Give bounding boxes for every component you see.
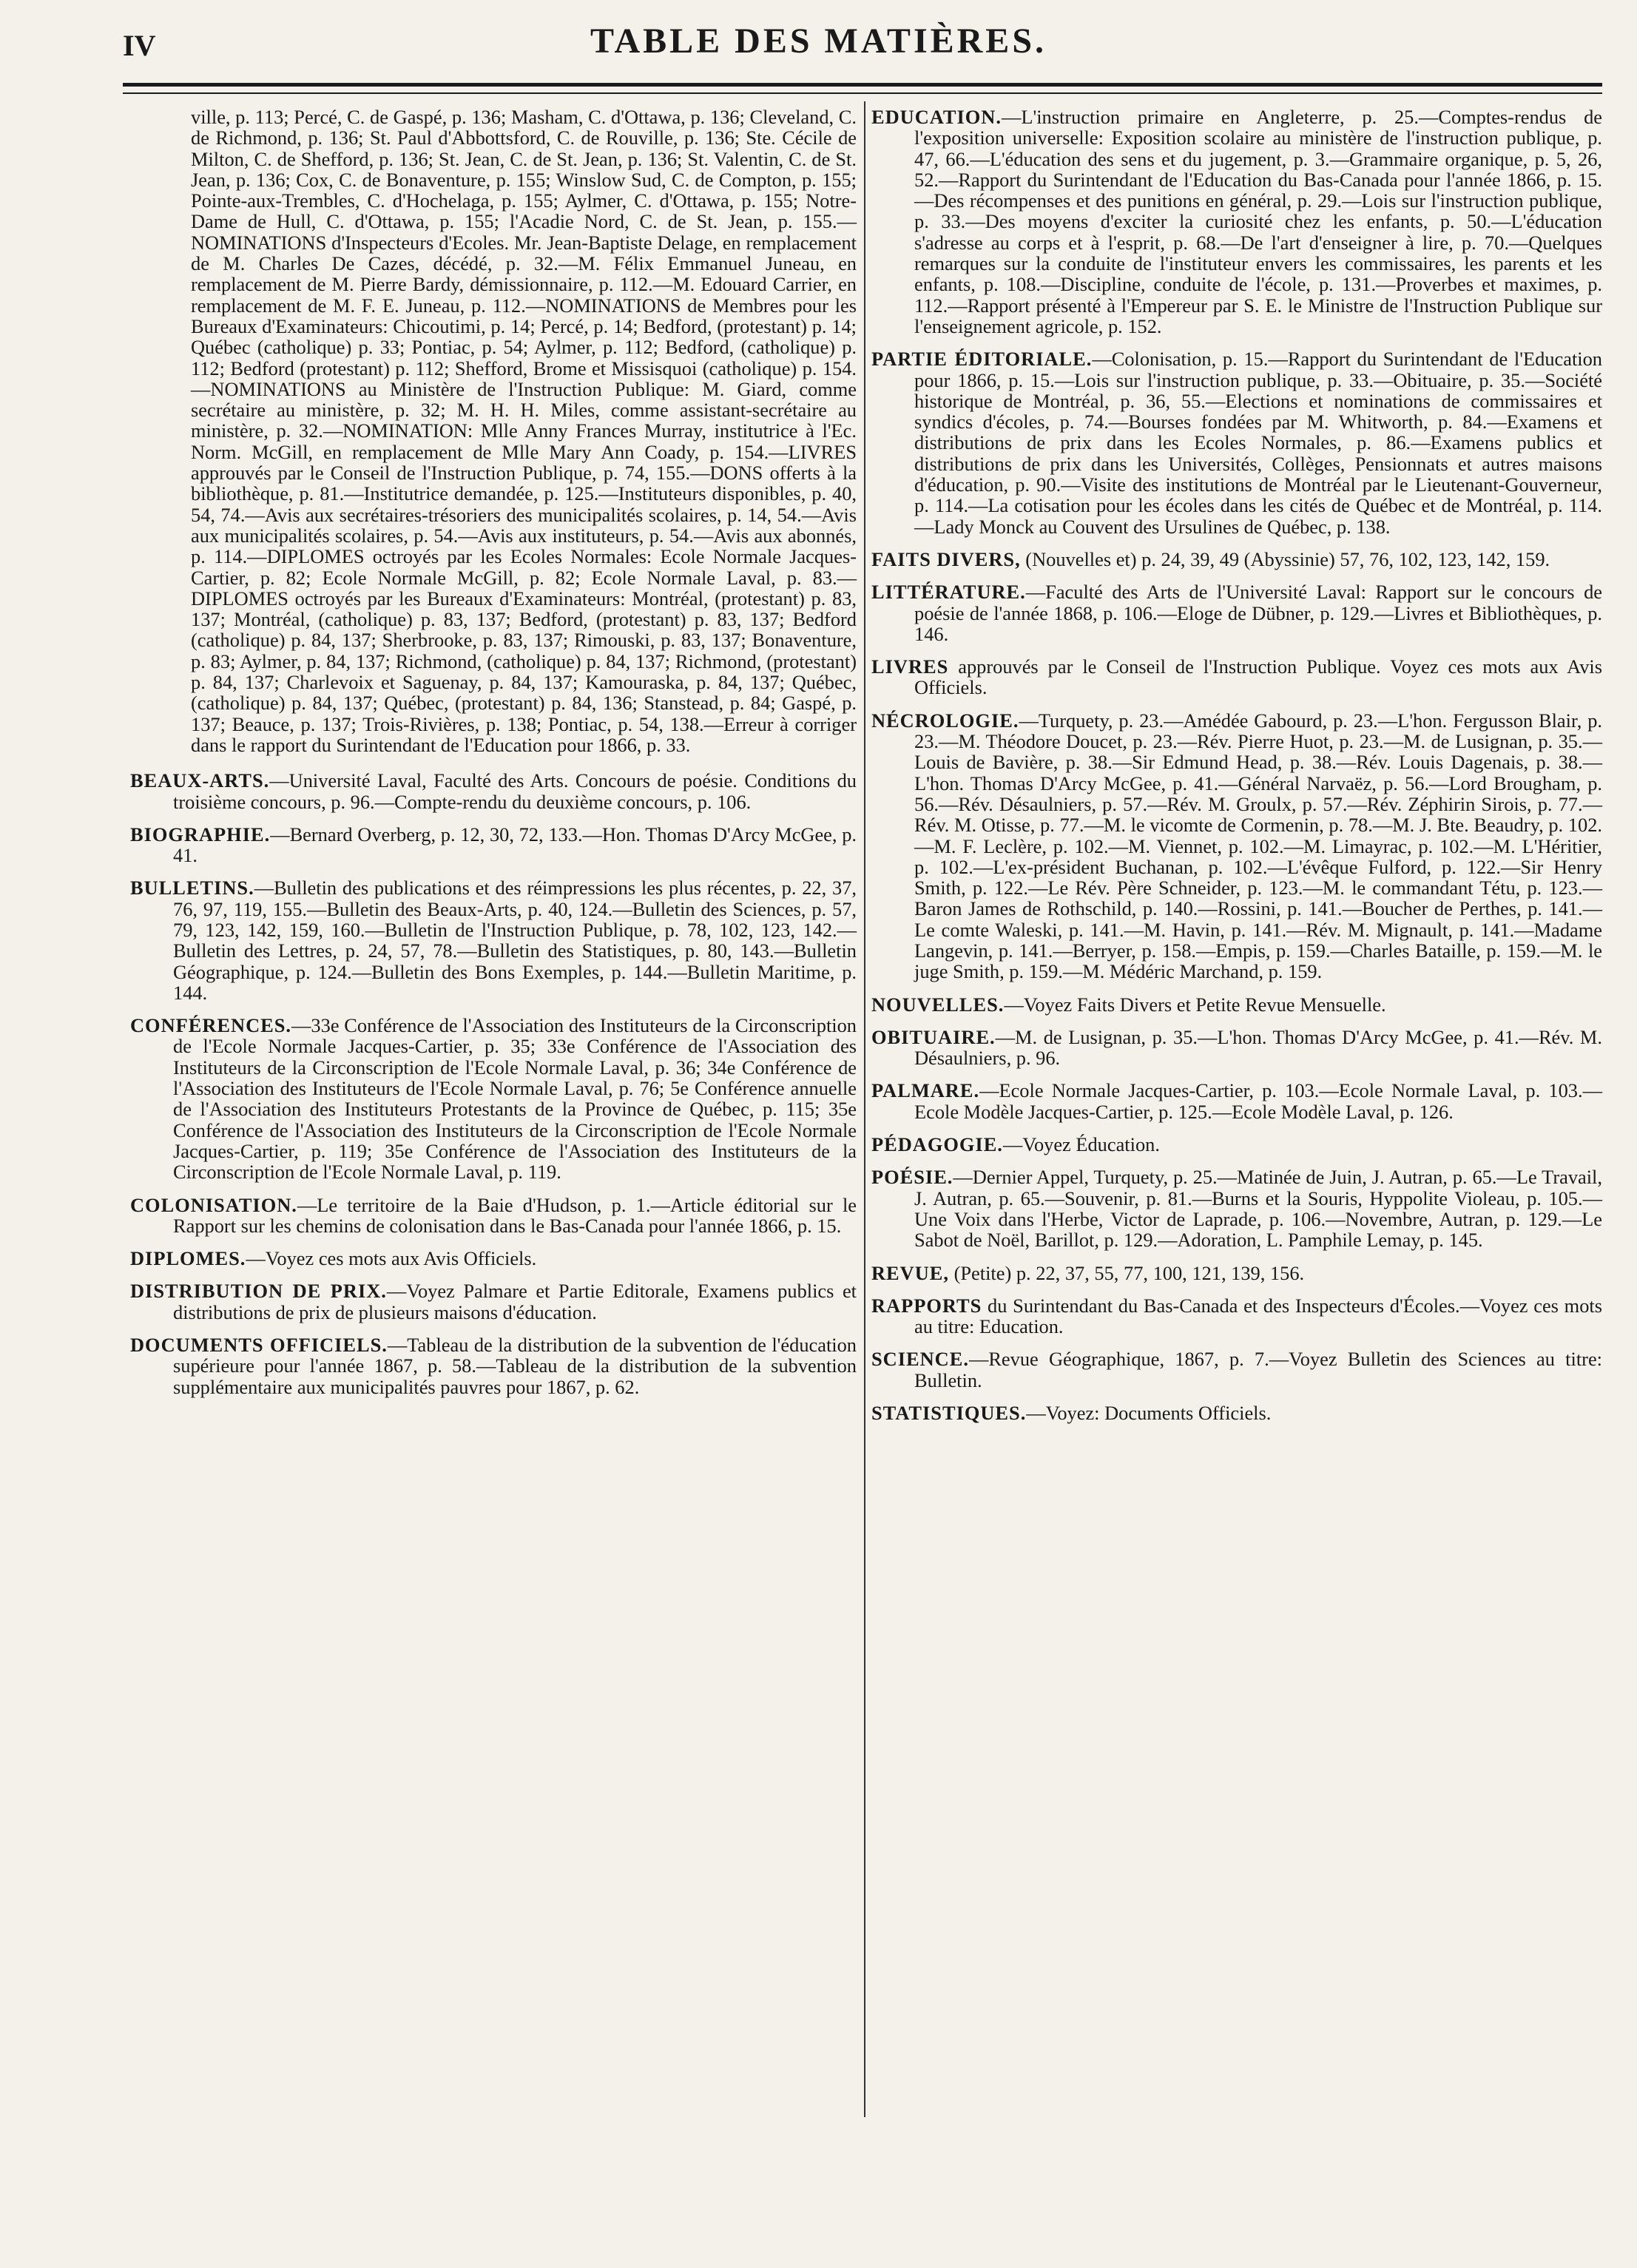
index-entry xyxy=(871,656,1602,698)
index-entry xyxy=(871,1027,1602,1069)
entry-heading: POÉSIE. xyxy=(871,1166,953,1189)
index-entry xyxy=(871,1167,1602,1250)
entry-heading: LIVRES xyxy=(871,655,949,678)
entry-heading: LITTÉRATURE. xyxy=(871,581,1026,604)
entry-text: —Voyez Faits Divers et Petite Revue Mensuelle. xyxy=(1004,993,1386,1016)
index-entry xyxy=(871,1080,1602,1122)
index-entry xyxy=(871,710,1602,982)
entry-heading: FAITS DIVERS, xyxy=(871,547,1021,570)
entry-heading: PARTIE ÉDITORIALE. xyxy=(871,348,1093,371)
entry-heading: OBITUAIRE. xyxy=(871,1025,996,1048)
entry-text: —Tableau de la distribution de la subvention de l'éducation supérieure pour l'année 1867, p. 58.—Tableau de la distribution de la subvention supplémentaire aux municipalités pauvres pour 1867, p. 62. xyxy=(173,1334,857,1398)
index-entry xyxy=(871,107,1602,337)
entry-text: —L'instruction primaire en Angleterre, p. 25.—Comptes-rendus de l'exposition universelle: Exposition scolaire au ministère de l'instruction publique, p. 47, 66.—L'éducation des sens et du jugement, p. 3.—Grammaire organique, p. 5, 26, 52.—Rapport du Surintendant de l'Education du Bas-Canada pour l'année 1866, p. 15.—Des récompenses et des punitions en général, p. 29.—Lois sur l'instruction publique, p. 33.—Des moyens d'exciter la curiosité chez les enfants, p. 50.—L'éducation s'adresse au corps et à l'esprit, p. 68.—De l'art d'enseigner à lire, p. 70.—Quelques remarques sur la conduite de l'instituteur envers les commissaires, les parents et les enfants, p. 108.—Discipline, conduite de l'école, p. 131.—Proverbes et maximes, p. 112.—Rapport présenté à l'Empereur par S. E. le Ministre de l'Instruction Publique sur l'enseignement agricole, p. 152. xyxy=(914,106,1602,337)
index-entry xyxy=(130,1015,857,1182)
entry-heading: CONFÉRENCES. xyxy=(130,1014,292,1037)
index-entry xyxy=(130,1195,857,1237)
left-entries xyxy=(130,770,857,1397)
column-divider xyxy=(864,101,865,2117)
entry-text: —Bulletin des publications et des réimpressions les plus récentes, p. 22, 37, 76, 97, 119, 155.—Bulletin des Beaux-Arts, p. 40, 124.—Bulletin des Sciences, p. 57, 79, 123, 142, 159, 160.—Bulletin de l'Instruction Publique, p. 78, 102, 123, 142.—Bulletin des Lettres, p. 24, 57, 78.—Bulletin des Statistiques, p. 80, 143.—Bulletin Géographique, p. 124.—Bulletin des Bons Exemples, p. 144.—Bulletin Maritime, p. 144. xyxy=(173,877,857,1004)
continuation-text: ville, p. 113; Percé, C. de Gaspé, p. 136; Masham, C. d'Ottawa, p. 136; Cleveland, C. de Richmond, p. 136; St. Paul d'Abbottsford, C. de Rouville, p. 136; Ste. Cécile de Milton, C. de Shefford, p. 136; St. Jean, C. de St. Jean, p. 136; St. Valentin, C. de St. Jean, p. 136; Cox, C. de Bonaventure, p. 155; Winslow Sud, C. de Compton, p. 155; Pointe-aux-Trembles, C. d'Hochelaga, p. 155; Aylmer, C. d'Ottawa, p. 155; Notre-Dame de Hull, C. d'Ottawa, p. 155; l'Acadie Nord, C. de St. Jean, p. 155.—NOMINATIONS d'Inspecteurs d'Ecoles. Mr. Jean-Baptiste Delage, en remplacement de M. Charles De Cazes, décédé, p. 32.—M. Félix Emmanuel Juneau, en remplacement de M. Pierre Bardy, démissionnaire, p. 112.—M. Edouard Carrier, en remplacement de M. F. E. Juneau, p. 112.—NOMINATIONS de Membres pour les Bureaux d'Examinateurs: Chicoutimi, p. 14; Percé, p. 14; Bedford, (protestant) p. 14; Québec (catholique) p. 33; Pontiac, p. 54; Aylmer, p. 112; Bedford, (catholique) p. 112; Bedford (protestant) p. 112; Shefford, Brome et Missisquoi (catholique) p. 154.—NOMINATIONS au Ministère de l'Instruction Publique: M. Giard, comme secrétaire au ministère, p. 32; M. H. H. Miles, comme assistant-secrétaire au ministère, p. 32.—NOMINATION: Mlle Anny Frances Murray, institutrice à l'Ec. Norm. McGill, en remplacement de Mlle Mary Ann Coady, p. 154.—LIVRES approuvés par le Conseil de l'Instruction Publique, p. 74, 155.—DONS offerts à la bibliothèque, p. 81.—Institutrice demandée, p. 125.—Instituteurs disponibles, p. 40, 54, 74.—Avis aux secrétaires-trésoriers des municipalités scolaires, p. 14, 54.—Avis aux municipalités scolaires, p. 54.—Avis aux instituteurs, p. 54.—Avis aux abonnés, p. 114.—DIPLOMES octroyés par les Ecoles Normales: Ecole Normale Jacques-Cartier, p. 82; Ecole Normale McGill, p. 82; Ecole Normale Laval, p. 83.—DIPLOMES octroyés par les Bureaux d'Examinateurs: Montréal, (protestant) p. 83, 137; Montréal, (catholique) p. 83, 137; Bedford, (protestant) p. 83, 137; Bedford (catholique) p. 84, 137; Sherbrooke, p. 83, 137; Rimouski, p. 83, 137; Bonaventure, p. 83; Aylmer, p. 84, 137; Richmond, (catholique) p. 84, 137; Richmond, (protestant) p. 84, 137; Charlevoix et Saguenay, p. 84, 137; Kamouraska, p. 84, 137; Québec, (catholique) p. 84, 137; Québec, (protestant) p. 84, 136; Stanstead, p. 84; Gaspé, p. 137; Beauce, p. 137; Trois-Rivières, p. 138; Pontiac, p. 54, 138.—Erreur à corriger dans le rapport du Surintendant de l'Education pour 1866, p. 33. xyxy=(191,106,857,756)
index-entry xyxy=(871,1295,1602,1337)
index-entry xyxy=(130,877,857,1003)
index-entry xyxy=(871,1134,1602,1155)
entry-heading: PÉDAGOGIE. xyxy=(871,1133,1003,1156)
entry-text: (Petite) p. 22, 37, 55, 77, 100, 121, 139, 156. xyxy=(948,1261,1305,1284)
entry-text: —33e Conférence de l'Association des Instituteurs de la Circonscription de l'Ecole Normale Jacques-Cartier, p. 35; 33e Conférence de l'Association des Instituteurs de la Circonscription de l'Ecole Normale Laval, p. 36; 34e Conférence de l'Association des Instituteurs de l'Ecole Normale Laval, p. 76; 5e Conférence annuelle de l'Association des Instituteurs Protestants de la Province de Québec, p. 115; 35e Conférence de l'Association des Instituteurs de la Circonscription de l'Ecole Normale Jacques-Cartier, p. 119; 35e Conférence de l'Association des Instituteurs de la Circonscription de l'Ecole Normale Laval, p. 119. xyxy=(173,1014,857,1184)
entry-text: —Université Laval, Faculté des Arts. Concours de poésie. Conditions du troisième concours, p. 96.—Compte-rendu du deuxième concours, p. 106. xyxy=(173,769,857,813)
entry-text: —Le territoire de la Baie d'Hudson, p. 1.—Article éditorial sur le Rapport sur les chemins de colonisation dans le Bas-Canada pour l'année 1866, p. 15. xyxy=(173,1193,857,1237)
index-entry xyxy=(871,994,1602,1015)
entry-text: —Ecole Normale Jacques-Cartier, p. 103.—Ecole Normale Laval, p. 103.—Ecole Modèle Jacques-Cartier, p. 125.—Ecole Modèle Laval, p. 126. xyxy=(914,1079,1602,1123)
entry-heading: NOUVELLES. xyxy=(871,993,1005,1016)
entry-text: approuvés par le Conseil de l'Instruction Publique. Voyez ces mots aux Avis Officiels. xyxy=(914,655,1602,699)
entry-text: —Voyez Palmare et Partie Editorale, Examens publics et distributions de prix de plusieurs maisons d'éducation. xyxy=(173,1280,857,1323)
entry-heading: COLONISATION. xyxy=(130,1193,297,1216)
index-entry xyxy=(130,1280,857,1323)
index-entry xyxy=(871,1349,1602,1391)
entry-heading: BIOGRAPHIE. xyxy=(130,823,271,846)
entry-heading: BULLETINS. xyxy=(130,877,254,900)
index-entry xyxy=(130,1248,857,1269)
entry-text: —Bernard Overberg, p. 12, 30, 72, 133.—Hon. Thomas D'Arcy McGee, p. 41. xyxy=(173,823,857,867)
page-number: IV xyxy=(123,29,156,62)
entry-text: —Voyez Éducation. xyxy=(1002,1133,1160,1156)
index-entry xyxy=(871,1403,1602,1423)
right-column xyxy=(871,107,1602,1435)
entry-heading: EDUCATION. xyxy=(871,106,1002,128)
index-entry xyxy=(130,770,857,812)
entry-heading: NÉCROLOGIE. xyxy=(871,709,1019,732)
entry-text: —Turquety, p. 23.—Amédée Gabourd, p. 23.—L'hon. Fergusson Blair, p. 23.—M. Théodore Doucet, p. 23.—Rév. Pierre Huot, p. 23.—M. de Lusignan, p. 35.—Louis de Bavière, p. 38.—Sir Edmund Head, p. 38.—Rév. Louis Dagenais, p. 38.—L'hon. Thomas D'Arcy McGee, p. 41.—Général Narvaëz, p. 56.—Lord Brougham, p. 56.—Rév. Désaulniers, p. 57.—Rév. M. Groulx, p. 57.—Rév. Zéphirin Sirois, p. 77.—Rév. M. Otisse, p. 77.—M. le vicomte de Cormenin, p. 78.—M. J. Bte. Beaudry, p. 102.—M. F. Leclère, p. 102.—M. Viennet, p. 102.—M. Limayrac, p. 102.—M. L'Héritier, p. 102.—L'ex-président Buchanan, p. 102.—L'évêque Fulford, p. 122.—Sir Henry Smith, p. 122.—Le Rév. Père Schneider, p. 123.—M. le commandant Tétu, p. 123.—Baron James de Rothschild, p. 140.—Rossini, p. 141.—Boucher de Perthes, p. 141.—Le comte Waleski, p. 141.—M. Havin, p. 141.—Rév. M. Mignault, p. 141.—Madame Langevin, p. 141.—Berryer, p. 158.—Empis, p. 159.—Charles Bataille, p. 159.—M. le juge Smith, p. 159.—M. Médéric Marchand, p. 159. xyxy=(914,709,1602,983)
entry-text: —Voyez ces mots aux Avis Officiels. xyxy=(246,1247,537,1270)
index-entry xyxy=(130,824,857,866)
entry-heading: DISTRIBUTION DE PRIX. xyxy=(130,1280,387,1303)
index-entry xyxy=(871,581,1602,644)
header-rule-thick xyxy=(123,83,1602,87)
index-entry xyxy=(130,1334,857,1397)
entry-text: —Voyez: Documents Officiels. xyxy=(1026,1402,1272,1425)
entry-text: —Revue Géographique, 1867, p. 7.—Voyez Bulletin des Sciences au titre: Bulletin. xyxy=(914,1348,1602,1391)
header-rule-thin xyxy=(123,92,1602,94)
index-entry xyxy=(871,549,1602,570)
entry-heading: BEAUX-ARTS. xyxy=(130,769,270,792)
index-entry xyxy=(871,348,1602,537)
entry-text: du Surintendant du Bas-Canada et des Inspecteurs d'Écoles.—Voyez ces mots au titre: Education. xyxy=(914,1294,1602,1338)
page-title: TABLE DES MATIÈRES. xyxy=(590,21,1047,61)
index-entry xyxy=(871,1263,1602,1283)
entry-heading: PALMARE. xyxy=(871,1079,980,1102)
entry-text: —M. de Lusignan, p. 35.—L'hon. Thomas D'Arcy McGee, p. 41.—Rév. M. Désaulniers, p. 96. xyxy=(914,1025,1602,1070)
entry-text: —Colonisation, p. 15.—Rapport du Surintendant de l'Education pour 1866, p. 15.—Lois sur l'instruction publique, p. 33.—Obituaire, p. 35.—Société historique de Montréal, p. 36, 55.—Elections et nominations de commissaires et syndics d'écoles, p. 74.—Bourses fondées par M. Whitworth, p. 84.—Examens et distributions de prix dans les Ecoles Normales, p. 86.—Examens publics et distributions de prix dans les Universités, Collèges, Pensionnats et autres maisons d'éducation, p. 90.—Visite des institutions de Montréal par le Lieutenant-Gouverneur, p. 114.—La cotisation pour les écoles dans les cités de Québec et de Montréal, p. 114.—Lady Monck au Couvent des Ursulines de Québec, p. 138. xyxy=(914,348,1602,538)
entry-heading: RAPPORTS xyxy=(871,1294,982,1317)
entry-heading: DIPLOMES. xyxy=(130,1247,246,1270)
entry-text: (Nouvelles et) p. 24, 39, 49 (Abyssinie) 57, 76, 102, 123, 142, 159. xyxy=(1020,547,1550,570)
entry-heading: REVUE, xyxy=(871,1261,949,1284)
entry-text: —Dernier Appel, Turquety, p. 25.—Matinée de Juin, J. Autran, p. 65.—Le Travail, J. Autran, p. 65.—Souvenir, p. 81.—Burns et la Souris, Hyppolite Violeau, p. 105.—Une Voix dans l'Herbe, Victor de Laprade, p. 106.—Novembre, Autran, p. 129.—Le Sabot de Noël, Barillot, p. 129.—Adoration, L. Pamphile Lemay, p. 145. xyxy=(914,1166,1602,1252)
entry-heading: STATISTIQUES. xyxy=(871,1402,1027,1425)
right-entries xyxy=(871,107,1602,1423)
entry-heading: SCIENCE. xyxy=(871,1348,969,1371)
entry-heading: DOCUMENTS OFFICIELS. xyxy=(130,1334,388,1357)
entry-text: —Faculté des Arts de l'Université Laval: Rapport sur le concours de poésie de l'année 1868, p. 106.—Eloge de Dübner, p. 129.—Livres et Bibliothèques, p. 146. xyxy=(914,581,1602,645)
left-column xyxy=(130,107,857,1409)
